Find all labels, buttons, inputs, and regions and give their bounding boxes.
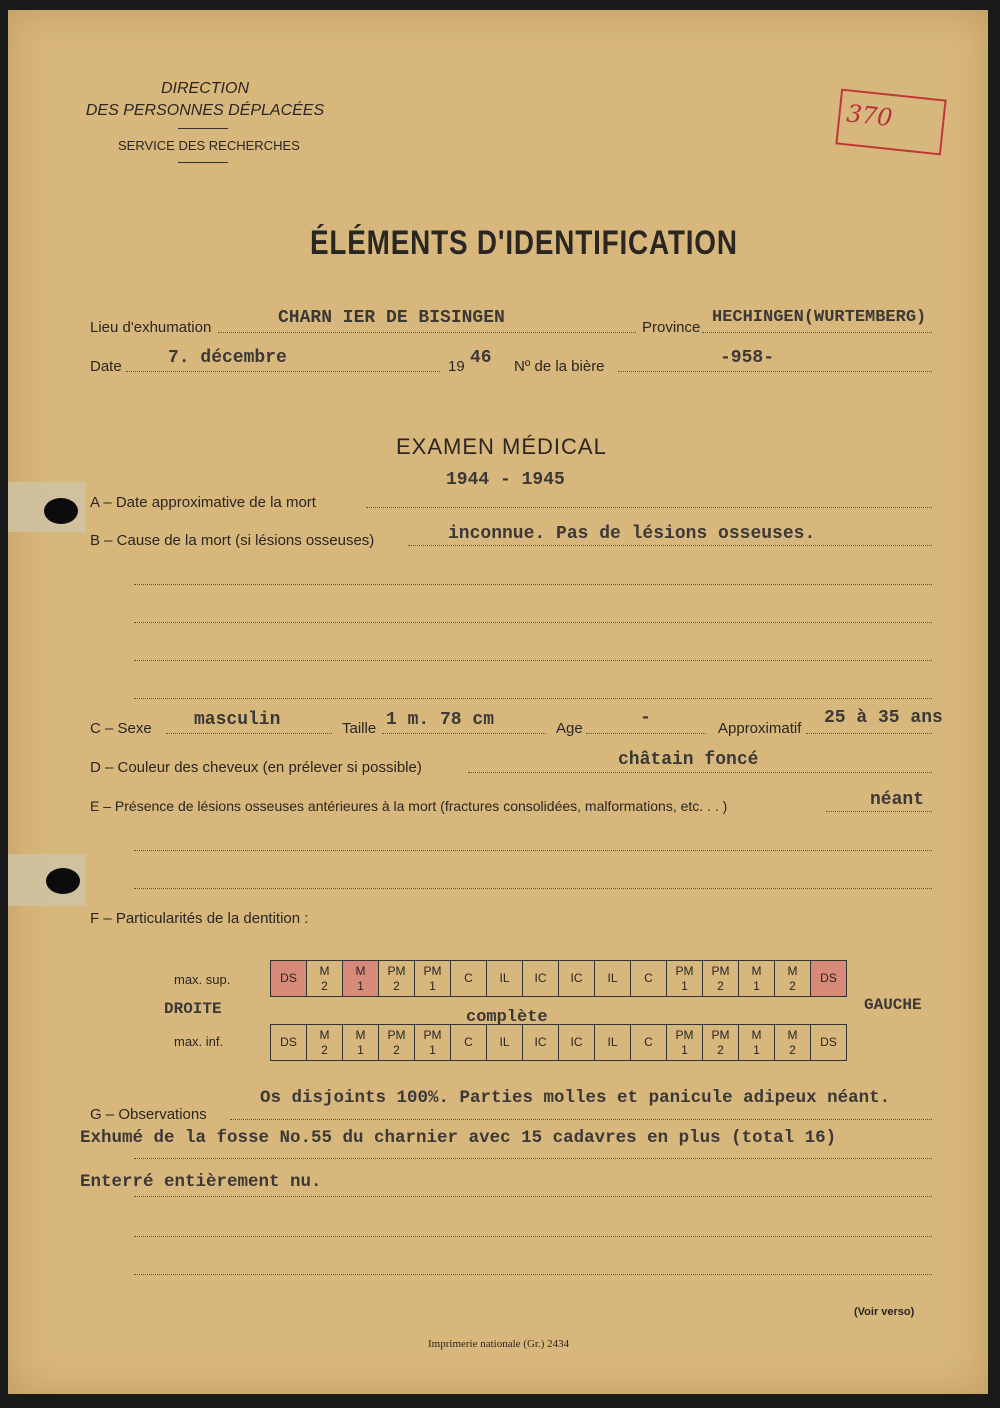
e-label: E – Présence de lésions osseuses antérieures à la mort (fractures consolidées, malformations, etc. . . ): [90, 798, 728, 814]
upper-tooth-cell: [379, 961, 415, 997]
upper-tooth-cell: [739, 961, 775, 997]
max-sup-label: max. sup.: [174, 972, 231, 987]
tooth-code: M: [355, 1027, 366, 1042]
tooth-code: DS: [820, 971, 837, 985]
upper-tooth-cell: [811, 961, 847, 997]
blank-line: [134, 888, 932, 889]
lower-tooth-cell: [631, 1025, 667, 1061]
province-label: Province: [642, 319, 701, 336]
lower-teeth-grid: [270, 1024, 847, 1061]
header-rule: [178, 128, 228, 129]
tooth-number: 2: [393, 1042, 400, 1057]
tooth-code: IL: [499, 971, 510, 985]
tooth-code: PM: [675, 1027, 694, 1042]
a-label: A – Date approximative de la mort: [90, 494, 316, 511]
upper-tooth-cell: [415, 961, 451, 997]
tooth-code: PM: [387, 963, 406, 978]
obs-line2: Exhumé de la fosse No.55 du charnier avec 15 cadavres en plus (total 16): [80, 1128, 837, 1148]
tooth-number: 2: [717, 978, 724, 993]
tooth-code: IC: [534, 1035, 547, 1049]
punch-hole: [46, 868, 80, 894]
blank-line: [134, 584, 932, 585]
province-dots: [702, 332, 932, 333]
upper-tooth-cell: [487, 961, 523, 997]
tooth-code: PM: [423, 1027, 442, 1042]
lower-tooth-cell: [415, 1025, 451, 1061]
b-label: B – Cause de la mort (si lésions osseuses): [90, 532, 375, 549]
f-label: F – Particularités de la dentition :: [90, 910, 309, 927]
age-label: Age: [556, 720, 583, 737]
gauche-label: GAUCHE: [864, 996, 922, 1014]
d-label: D – Couleur des cheveux (en prélever si possible): [90, 759, 422, 776]
lower-tooth-cell: [739, 1025, 775, 1061]
lieu-value: CHARN IER DE BISINGEN: [278, 308, 505, 328]
b-value: inconnue. Pas de lésions osseuses.: [448, 524, 816, 544]
date-value: 7. décembre: [168, 348, 287, 368]
tooth-code: DS: [280, 1035, 297, 1049]
lower-tooth-cell: [595, 1025, 631, 1061]
upper-tooth-cell: [631, 961, 667, 997]
tooth-code: C: [644, 971, 653, 985]
blank-line: [134, 622, 932, 623]
tooth-code: IL: [499, 1035, 510, 1049]
header-direction: [78, 78, 332, 122]
approx-value: 25 à 35 ans: [824, 708, 943, 728]
biere-value: -958-: [720, 348, 775, 368]
blank-line: [134, 1158, 932, 1159]
droite-label: DROITE: [164, 1000, 222, 1018]
form-sheet: [8, 10, 988, 1394]
tooth-code: DS: [280, 971, 297, 985]
tooth-code: PM: [711, 1027, 730, 1042]
sexe-value: masculin: [194, 710, 281, 730]
tooth-number: 1: [357, 978, 364, 993]
upper-tooth-cell: [775, 961, 811, 997]
upper-tooth-cell: [703, 961, 739, 997]
tooth-number: 2: [321, 1042, 328, 1057]
punch-hole: [44, 498, 78, 524]
blank-line: [134, 1274, 932, 1275]
d-dots: [468, 772, 932, 773]
upper-tooth-cell: [343, 961, 379, 997]
approx-dots: [806, 733, 932, 734]
tooth-code: M: [751, 963, 762, 978]
date-label: Date: [90, 358, 122, 375]
blank-line: [134, 698, 932, 699]
lower-tooth-cell: [307, 1025, 343, 1061]
tooth-number: 1: [681, 978, 688, 993]
year-value: 46: [470, 348, 492, 368]
imprimerie: Imprimerie nationale (Gr.) 2434: [428, 1338, 570, 1350]
blank-line: [134, 660, 932, 661]
tooth-code: M: [319, 963, 330, 978]
tooth-number: 2: [789, 978, 796, 993]
g-label: G – Observations: [90, 1106, 207, 1123]
lower-tooth-cell: [523, 1025, 559, 1061]
upper-tooth-cell: [307, 961, 343, 997]
tooth-code: M: [319, 1027, 330, 1042]
taille-dots: [382, 733, 546, 734]
upper-tooth-cell: [595, 961, 631, 997]
province-value: HECHINGEN(WURTEMBERG): [712, 308, 927, 327]
tooth-code: M: [787, 963, 798, 978]
tooth-number: 1: [357, 1042, 364, 1057]
upper-tooth-cell: [451, 961, 487, 997]
blank-line: [134, 850, 932, 851]
tooth-code: M: [751, 1027, 762, 1042]
e-dots: [826, 811, 932, 812]
direction-line2: DES PERSONNES DÉPLACÉES: [85, 102, 325, 119]
upper-teeth-row: [271, 961, 847, 997]
tooth-code: IC: [570, 971, 583, 985]
tooth-code: C: [644, 1035, 653, 1049]
tooth-number: 2: [789, 1042, 796, 1057]
tooth-code: IC: [570, 1035, 583, 1049]
header-rule: [178, 162, 228, 163]
lower-tooth-cell: [811, 1025, 847, 1061]
tooth-code: M: [355, 963, 366, 978]
dentition-note: complète: [466, 1008, 548, 1027]
blank-line: [134, 1196, 932, 1197]
upper-teeth-grid: [270, 960, 847, 997]
tooth-code: PM: [675, 963, 694, 978]
lower-tooth-cell: [451, 1025, 487, 1061]
lower-tooth-cell: [775, 1025, 811, 1061]
lower-tooth-cell: [667, 1025, 703, 1061]
age-dots: [586, 733, 706, 734]
tooth-code: PM: [711, 963, 730, 978]
tooth-code: C: [464, 971, 473, 985]
tooth-number: 1: [429, 1042, 436, 1057]
lower-tooth-cell: [487, 1025, 523, 1061]
tooth-code: IL: [607, 1035, 618, 1049]
obs-line3: Enterré entièrement nu.: [80, 1172, 322, 1192]
service-label: SERVICE DES RECHERCHES: [118, 138, 300, 153]
taille-label: Taille: [342, 720, 377, 737]
tooth-number: 1: [753, 978, 760, 993]
g-dots: [230, 1119, 932, 1120]
lieu-label: Lieu d'exhumation: [90, 319, 212, 336]
biere-dots: [618, 371, 932, 372]
lieu-dots: [218, 332, 636, 333]
direction-line1: DIRECTION: [161, 80, 249, 97]
lower-tooth-cell: [703, 1025, 739, 1061]
upper-tooth-cell: [559, 961, 595, 997]
biere-label: Nº de la bière: [514, 358, 605, 375]
b-dots: [408, 545, 932, 546]
lower-tooth-cell: [379, 1025, 415, 1061]
taille-value: 1 m. 78 cm: [386, 710, 495, 730]
tooth-code: IL: [607, 971, 618, 985]
tooth-number: 2: [393, 978, 400, 993]
lower-tooth-cell: [343, 1025, 379, 1061]
sexe-label: C – Sexe: [90, 720, 152, 737]
lower-tooth-cell: [271, 1025, 307, 1061]
tooth-number: 2: [321, 978, 328, 993]
approx-label: Approximatif: [718, 720, 802, 737]
voir-verso: (Voir verso): [854, 1306, 915, 1318]
lower-tooth-cell: [559, 1025, 595, 1061]
tooth-number: 1: [681, 1042, 688, 1057]
exam-heading: EXAMEN MÉDICAL: [396, 434, 607, 459]
tooth-code: DS: [820, 1035, 837, 1049]
tooth-code: PM: [387, 1027, 406, 1042]
page-title: ÉLÉMENTS D'IDENTIFICATION: [310, 224, 738, 262]
tooth-number: 2: [717, 1042, 724, 1057]
lower-teeth-row: [271, 1025, 847, 1061]
tooth-code: C: [464, 1035, 473, 1049]
tooth-code: IC: [534, 971, 547, 985]
date-dots: [126, 371, 440, 372]
e-value: néant: [870, 790, 925, 810]
a-value: 1944 - 1945: [446, 470, 565, 490]
upper-tooth-cell: [523, 961, 559, 997]
obs-line1: Os disjoints 100%. Parties molles et panicule adipeux néant.: [260, 1088, 891, 1108]
tooth-code: PM: [423, 963, 442, 978]
sexe-dots: [166, 733, 332, 734]
upper-tooth-cell: [271, 961, 307, 997]
upper-tooth-cell: [667, 961, 703, 997]
tooth-number: 1: [753, 1042, 760, 1057]
blank-line: [134, 1236, 932, 1237]
a-dots: [366, 507, 932, 508]
year-prefix: 19: [448, 358, 465, 375]
d-value: châtain foncé: [618, 750, 759, 770]
max-inf-label: max. inf.: [174, 1034, 224, 1049]
stamp-number: 370: [835, 89, 946, 156]
tooth-number: 1: [429, 978, 436, 993]
age-value: -: [640, 708, 651, 728]
tooth-code: M: [787, 1027, 798, 1042]
